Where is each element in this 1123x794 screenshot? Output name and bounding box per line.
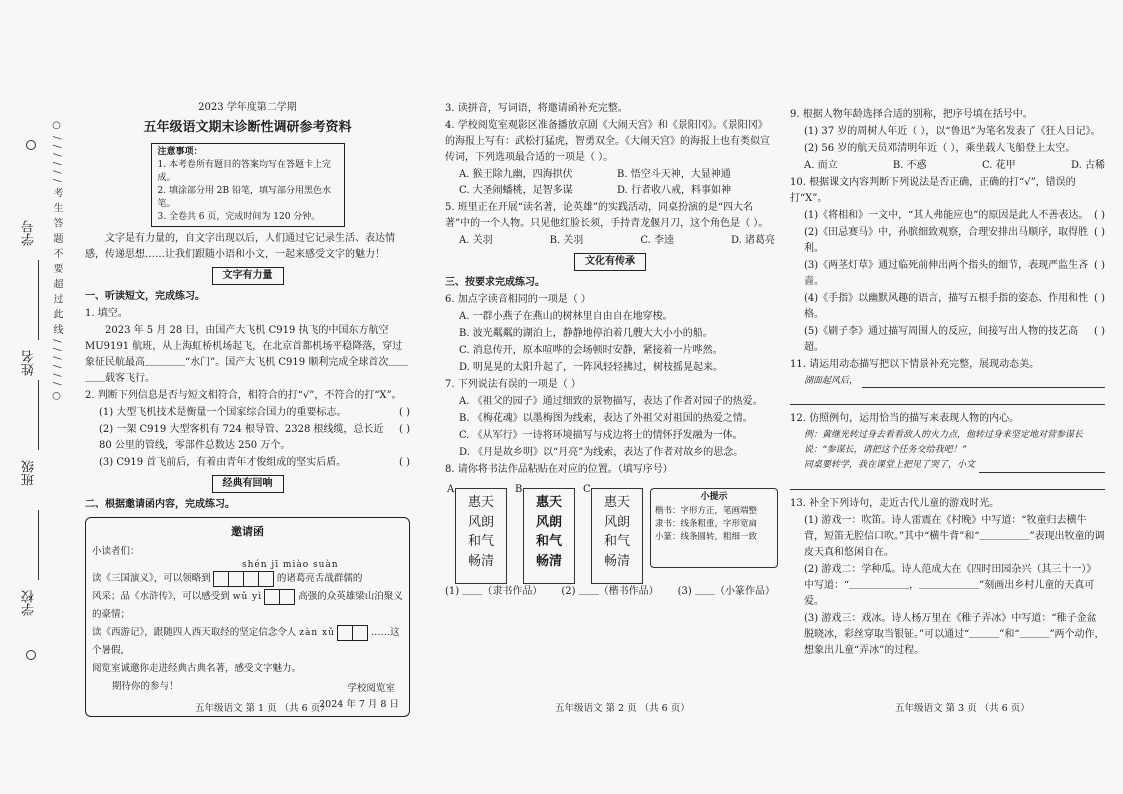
answer-paren[interactable]: ( )	[399, 407, 410, 419]
option[interactable]: A. 而立	[804, 160, 838, 171]
question-4: 4. 学校阅览室观影区准备播放京剧《大闹天宫》和《景阳冈》。《景阳冈》的海报上写有：武松打猛虎，智勇双全。《大闹天宫》的海报上也有类似宣传词，下列选项最合适的一项是（ ）。	[445, 120, 770, 163]
page-1	[85, 100, 410, 717]
question-9: 9. 根据人物年龄选择合适的别称，把序号填在括号中。	[790, 109, 1033, 120]
question-1: 1. 填空。	[85, 308, 128, 320]
writing-line[interactable]	[979, 458, 1105, 472]
judge-item: ( ) (2)《田忌赛马》中，孙膑细致观察，合理安排出马顺序，取得胜利。	[804, 227, 1105, 254]
invitation-line: 读《三国演义》，可以领略到 的诸葛亮舌战群儒的	[92, 570, 403, 588]
section-heading: 经典有回响	[212, 475, 284, 493]
option[interactable]: D. 明晃晃的太阳升起了，一阵风轻轻拂过，树枝摇晃起来。	[459, 362, 724, 373]
hint-line: 楷书：字形方正，笔画端整	[655, 505, 758, 516]
writing-prompt: 同桌要转学，我在课堂上把见了哭了，小文	[804, 460, 976, 471]
notice-box	[151, 143, 345, 227]
option[interactable]: C. 《从军行》一诗将环境描写与戍边将士的情怀抒发融为一体。	[459, 430, 743, 441]
school-label: 学校	[22, 590, 37, 616]
invitation-closing: 期待你的参与！	[112, 681, 179, 693]
writing-line-row	[790, 374, 1105, 388]
year-line: 2023 学年度第二学期	[198, 102, 297, 113]
invitation-line: 阅览室诚邀你走进经典古典名著，感受文字魅力。	[92, 663, 302, 675]
calligraphy-area	[445, 482, 775, 582]
option[interactable]: C. 李逵	[640, 235, 674, 246]
question-9-item: (2) 56 岁的航天员邓清明年近（ ），乘坐载人飞船登上太空。	[804, 143, 1076, 154]
judge-item: ( ) (3) C919 首飞前后，有着由青年才俊组成的坚实后盾。	[85, 455, 410, 471]
judge-item: ( ) (2) 一架 C919 大型客机有 724 根导管、2328 根线缆，总长近 80 公里的管线，零部件总数达 250 万个。	[99, 424, 410, 452]
part-heading: 一、听读短文，完成练习。	[85, 291, 205, 303]
option[interactable]: D. 诸葛亮	[730, 235, 775, 246]
option[interactable]: A. 关羽	[459, 235, 493, 246]
answer-paren[interactable]: ( )	[399, 424, 410, 436]
question-6: 6. 加点字读音相同的一项是（ ）	[445, 294, 591, 305]
answer-paren[interactable]: ( )	[1094, 260, 1105, 271]
question-5: 5. 班里正在开展“读名著，论英雄”的实践活动，同桌扮演的是“四大名著”中的一个人物。只见他红脸长须，手持青龙偃月刀，这个角色是（ ）。	[445, 202, 769, 229]
question-2: 2. 判断下列信息是否与短文相符合，相符合的打“√”，不符合的打“X”。	[85, 390, 402, 402]
options-row	[445, 233, 775, 249]
answer-paren[interactable]: ( )	[1094, 210, 1105, 221]
pinyin-answer-grid[interactable]	[214, 571, 274, 587]
binding-circle-bottom	[26, 650, 36, 660]
option[interactable]: C. 大圣闹蟠桃，足智多谋	[459, 185, 573, 196]
judge-item: ( ) (3)《两茎灯草》通过临死前伸出两个指头的细节，表现严监生吝啬。	[804, 260, 1105, 287]
writing-line[interactable]	[790, 475, 1105, 490]
intro-text: 文字是有力量的，自文字出现以后，人们通过它记录生活、表达情感，传递思想……让我们跟随小语和小文，一起来感受文字的魅力！	[85, 233, 395, 261]
option[interactable]: B. 波光粼粼的湖泊上，静静地停泊着几艘大大小小的船。	[459, 328, 713, 339]
judge-item: ( ) (1)《将相和》一文中，“其人弗能应也”的原因是此人不善表达。	[790, 208, 1105, 224]
options-row	[445, 183, 775, 199]
invitation-date: 2024 年 7 月 8 日	[319, 699, 399, 711]
answer-blank[interactable]: (3) ＿＿（小篆作品）	[677, 586, 775, 597]
pinyin-answer-grid[interactable]	[265, 589, 295, 605]
option[interactable]: D. 行者收八戒，料事如神	[617, 185, 732, 196]
question-10: 10. 根据课文内容判断下列说法是否正确，正确的打“√”，错误的打“X”。	[790, 177, 1076, 204]
answers-row	[445, 584, 775, 600]
page-footer: 五年级语文 第 1 页 （共 6 页）	[195, 703, 330, 714]
invitation-line: 读《西游记》，跟随四人西天取经的坚定信念令人 zàn xǔ ……这个暑假，	[92, 624, 403, 660]
option[interactable]: B. 关羽	[549, 235, 584, 246]
question-13: 13. 补全下列诗句，走近古代儿童的游戏时光。	[790, 497, 1000, 509]
writing-line-row	[790, 458, 1105, 472]
option[interactable]: B. 不惑	[892, 160, 927, 171]
writing-line[interactable]	[790, 390, 1105, 405]
scroll-label-a: A	[447, 484, 455, 495]
option[interactable]: D. 《月是故乡明》以“月亮”为线索，表达了作者对故乡的思念。	[459, 447, 744, 458]
judge-item: ( ) (4)《手指》以幽默风趣的语言，描写五根手指的姿态、作用和性格。	[804, 293, 1105, 320]
hint-box	[650, 488, 778, 568]
answer-blank[interactable]: (1) ＿＿（隶书作品）	[445, 586, 543, 597]
exam-title: 五年级语文期末诊断性调研参考资料	[143, 120, 352, 135]
binding-strip	[10, 120, 70, 680]
question-3: 3. 读拼音，写词语，将邀请函补充完整。	[445, 103, 628, 114]
question-13-item: (3) 游戏三：戏冰。诗人杨万里在《稚子弄冰》中写道：“稚子金盆脱晓冰，彩丝穿取当银钲。”可以通过“＿＿＿”和“＿＿＿”两个动作，想象出儿童“弄冰”的过程。	[804, 612, 1105, 656]
page-2	[445, 100, 775, 600]
question-1-text: 2023 年 5 月 28 日，由国产大飞机 C919 执飞的中国东方航空 MU9191 航班，从上海虹桥机场起飞，在北京首都机场平稳降落，穿过象征民航最高＿＿＿＿“水门”。国产大飞机 C919 顺利完成全球首次＿＿＿＿载客飞行。	[85, 325, 409, 385]
section-heading: 文化有传承	[574, 253, 646, 271]
pinyin-answer-grid[interactable]	[338, 625, 368, 641]
calligraphy-scroll-b: 惠天 风朗 和气 畅清	[523, 488, 575, 584]
judge-item: ( ) (1) 大型飞机技术是衡量一个国家综合国力的重要标志。	[85, 405, 410, 421]
option[interactable]: C. 消息传开，原本喧哗的会场顿时安静，紧接着一片哗然。	[459, 345, 723, 356]
page-footer: 五年级语文 第 2 页 （共 6 页）	[555, 703, 690, 714]
scroll-label-c: C	[583, 484, 591, 495]
hint-line: 隶书：线条粗重，字形宽扁	[655, 519, 758, 530]
writing-prompt: 湖面起风后，	[804, 376, 859, 386]
option[interactable]: B. 《梅花魂》以墨梅图为线索，表达了外祖父对祖国的热爱之情。	[459, 413, 753, 424]
question-12: 12. 仿照例句，运用恰当的描写来表现人物的内心。	[790, 413, 1020, 425]
hint-title: 小提示	[700, 492, 728, 502]
option[interactable]: A. 《祖父的园子》通过细致的景物描写，表达了作者对园子的热爱。	[459, 396, 763, 407]
page-3	[790, 106, 1105, 660]
example-text: 例：黄继光转过身去看看敌人的火力点，他转过身来坚定地对营参谋长说：“参谋长，请把这个任务交给我吧！”	[804, 430, 1084, 455]
part-heading: 二、根据邀请函内容，完成练习。	[85, 499, 235, 511]
answer-blank[interactable]: (2) ＿＿（楷书作品）	[561, 586, 659, 597]
question-13-item: (2) 游戏二：学种瓜。诗人范成大在《四时田园杂兴（其三十一）》中写道：“＿＿＿＿＿＿，＿＿＿＿＿＿”刻画出乡村儿童的天真可爱。	[804, 563, 1097, 607]
question-7: 7. 下列说法有误的一项是（ ）	[445, 379, 581, 390]
answer-paren[interactable]: ( )	[1094, 227, 1105, 238]
question-11: 11. 请运用动态描写把以下情景补充完整，展现动态美。	[790, 359, 1040, 370]
option[interactable]: A. 一群小燕子在燕山的树林里自由自在地穿梭。	[459, 311, 673, 322]
answer-paren[interactable]: ( )	[1094, 326, 1105, 337]
binding-dotted-text: ○ / / / / / / 考 生 答 题 不 要 超 过 此 线 / / / / / / ○	[51, 120, 62, 403]
notice-item: 3. 全卷共 6 页，完成时间为 120 分钟。	[157, 212, 321, 223]
option[interactable]: C. 花甲	[981, 160, 1016, 171]
question-9-item: (1) 37 岁的周树人年近（ ），以“鲁迅”为笔名发表了《狂人日记》。	[804, 126, 1101, 137]
section-heading: 文字有力量	[212, 267, 284, 285]
calligraphy-scroll-c: 惠天 风朗 和气 畅清	[591, 488, 643, 584]
question-8: 8. 请你将书法作品粘贴在对应的位置。（填写序号）	[445, 464, 673, 475]
class-line	[38, 380, 39, 450]
pinyin-hint: shén jī miào suàn	[242, 560, 339, 571]
answer-paren[interactable]: ( )	[399, 457, 410, 469]
part-heading: 三、按要求完成练习。	[445, 277, 545, 288]
pinyin-hint: zàn xǔ	[299, 628, 335, 639]
judge-item: ( ) (5)《刷子李》通过描写周围人的反应，间接写出人物的技艺高超。	[804, 326, 1105, 353]
notice-item: 2. 填涂部分用 2B 铅笔，填写部分用黑色水笔。	[157, 185, 332, 209]
class-label: 班级	[22, 460, 37, 486]
id-label: 学号	[22, 220, 37, 246]
invitation-line: 风采；品《水浒传》，可以感受到 wǔ yì 高强的众英雄梁山泊聚义的豪情；	[92, 588, 403, 624]
school-line	[38, 510, 39, 580]
question-13-item: (1) 游戏一：吹笛。诗人雷震在《村晚》中写道：“牧童归去横牛背，短笛无腔信口吹。”其中“横牛背”和“＿＿＿＿＿”表现出牧童的调皮天真和悠闲自在。	[804, 514, 1105, 558]
option[interactable]: A. 猴王除九幽，四海拱伏	[459, 169, 573, 180]
hint-line: 小篆：线条圆转，粗细一致	[655, 532, 758, 543]
answer-paren[interactable]: ( )	[1094, 293, 1105, 304]
invitation-card	[85, 517, 410, 717]
calligraphy-scroll-a: 惠天 风朗 和气 畅清	[455, 488, 507, 584]
options-row	[445, 167, 775, 183]
notice-head: 注意事项：	[157, 146, 203, 157]
option[interactable]: D. 古稀	[1070, 160, 1105, 171]
invitation-sign: 学校阅览室	[347, 683, 395, 695]
options-row	[790, 158, 1105, 174]
option[interactable]: B. 悟空斗天神，大显神通	[617, 169, 731, 180]
invitation-title: 邀请函	[231, 525, 264, 539]
name-line	[38, 260, 39, 340]
binding-circle-top	[26, 140, 36, 150]
invitation-greeting: 小读者们：	[92, 545, 140, 557]
writing-line[interactable]	[862, 374, 1105, 388]
name-label: 姓名	[22, 350, 37, 376]
pinyin-hint: wǔ yì	[232, 592, 263, 603]
page-footer: 五年级语文 第 3 页 （共 6 页）	[895, 703, 1030, 714]
scroll-label-b: B	[515, 484, 523, 495]
notice-item: 1. 本考卷所有题目的答案均写在答题卡上完成。	[157, 159, 331, 183]
